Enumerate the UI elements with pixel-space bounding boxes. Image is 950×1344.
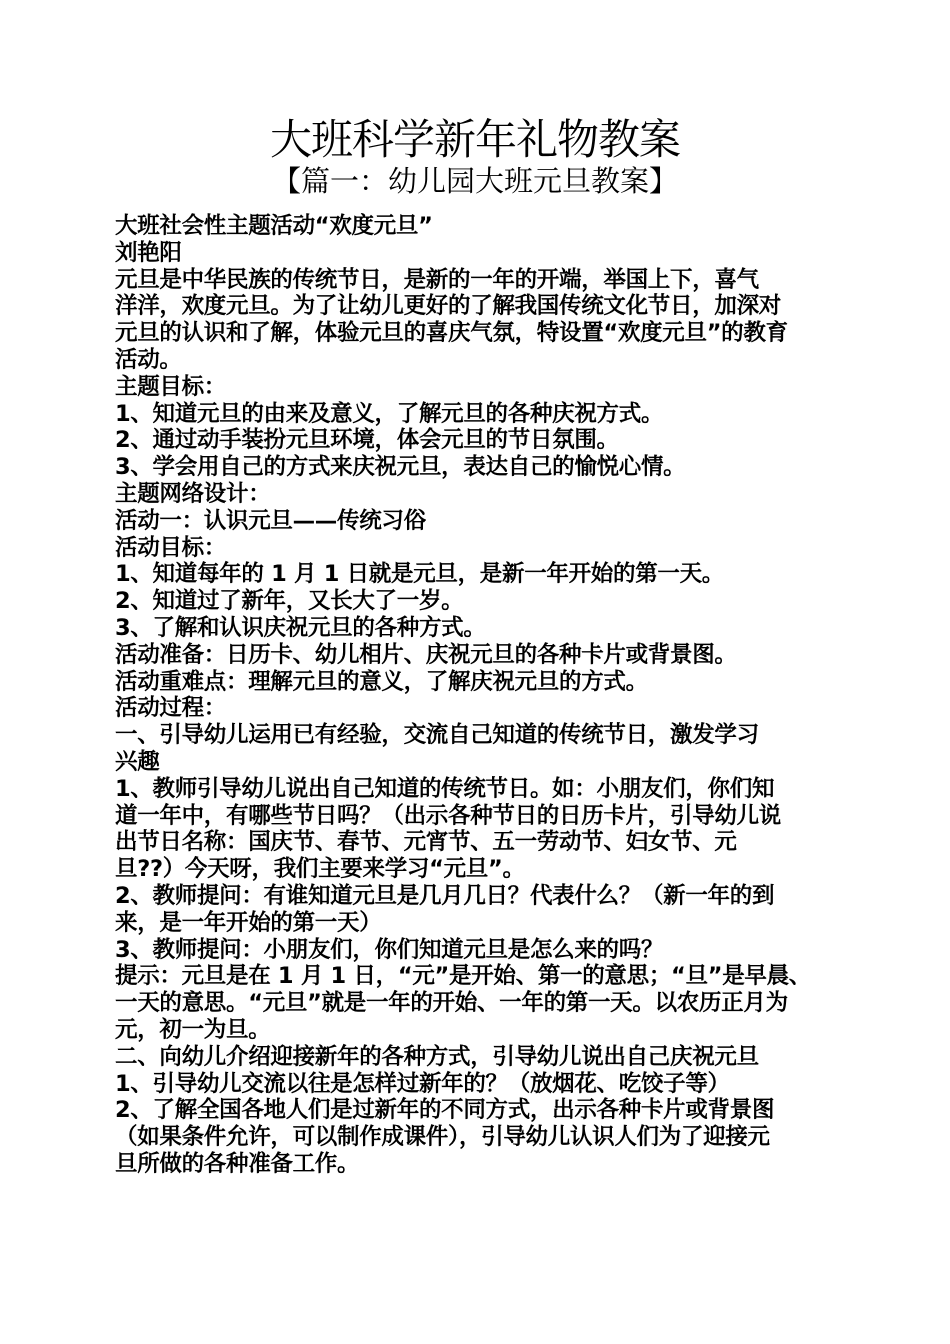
body-line: 旦所做的各种准备工作。: [115, 1150, 360, 1177]
body-line: 3、了解和认识庆祝元旦的各种方式。: [115, 614, 486, 641]
body-line: 活动一：认识元旦——传统习俗: [115, 507, 426, 534]
body-line: 2、教师提问：有谁知道元旦是几月几日？代表什么？（新一年的到: [115, 882, 775, 909]
body-line: 元，初一为旦。: [115, 1016, 271, 1043]
body-line: 出节日名称：国庆节、春节、元宵节、五一劳动节、妇女节、元: [115, 829, 737, 856]
body-line: 主题网络设计：: [115, 480, 271, 507]
document-title: 大班科学新年礼物教案: [269, 115, 680, 164]
document-body: [115, 213, 845, 1178]
document-subtitle: 【篇一：幼儿园大班元旦教案】: [271, 164, 678, 198]
body-line: 活动准备：日历卡、幼儿相片、庆祝元旦的各种卡片或背景图。: [115, 641, 737, 668]
body-line: 二、向幼儿介绍迎接新年的各种方式，引导幼儿说出自己庆祝元旦: [115, 1043, 759, 1070]
body-line: 3、学会用自己的方式来庆祝元旦，表达自己的愉悦心情。: [115, 454, 686, 481]
body-line: 主题目标：: [115, 373, 227, 400]
body-line: 活动过程：: [115, 695, 227, 722]
body-line: 刘艳阳: [115, 239, 182, 266]
body-line: 元旦的认识和了解，体验元旦的喜庆气氛，特设置“欢度元旦”的教育: [115, 320, 788, 347]
body-line: （如果条件允许，可以制作成课件），引导幼儿认识人们为了迎接元: [115, 1124, 770, 1151]
body-line: 来，是一年开始的第一天）: [115, 909, 382, 936]
body-line: 活动。: [115, 346, 182, 373]
body-line: 活动重难点：理解元旦的意义，了解庆祝元旦的方式。: [115, 668, 648, 695]
body-line: 道一年中，有哪些节日吗？（出示各种节日的日历卡片，引导幼儿说: [115, 802, 782, 829]
body-line: 活动目标：: [115, 534, 227, 561]
body-line: 一天的意思。“元旦”就是一年的开始、一年的第一天。以农历正月为: [115, 990, 788, 1017]
body-line: 1、引导幼儿交流以往是怎样过新年的？（放烟花、吃饺子等）: [115, 1070, 730, 1097]
body-line: 3、教师提问：小朋友们，你们知道元旦是怎么来的吗？: [115, 936, 664, 963]
body-line: 2、通过动手装扮元旦环境，体会元旦的节日氛围。: [115, 427, 619, 454]
body-line: 1、教师引导幼儿说出自己知道的传统节日。如：小朋友们，你们知: [115, 775, 775, 802]
body-line: 元旦是中华民族的传统节日，是新的一年的开端，举国上下，喜气: [115, 266, 759, 293]
body-line: 一、引导幼儿运用已有经验，交流自己知道的传统节日，激发学习: [115, 722, 759, 749]
body-line: 2、知道过了新年，又长大了一岁。: [115, 588, 464, 615]
body-line: 提示：元旦是在 1 月 1 日，“元”是开始、第一的意思；“旦”是早晨、: [115, 963, 811, 990]
body-line: 1、知道元旦的由来及意义，了解元旦的各种庆祝方式。: [115, 400, 664, 427]
body-line: 洋洋，欢度元旦。为了让幼儿更好的了解我国传统文化节日，加深对: [115, 293, 782, 320]
body-line: 1、知道每年的 1 月 1 日就是元旦，是新一年开始的第一天。: [115, 561, 725, 588]
body-line: 大班社会性主题活动“欢度元旦”: [115, 213, 433, 239]
body-line: 2、了解全国各地人们是过新年的不同方式，出示各种卡片或背景图: [115, 1097, 775, 1124]
body-line: 旦??）今天呀，我们主要来学习“元旦”。: [115, 856, 525, 883]
body-line: 兴趣: [115, 748, 160, 775]
